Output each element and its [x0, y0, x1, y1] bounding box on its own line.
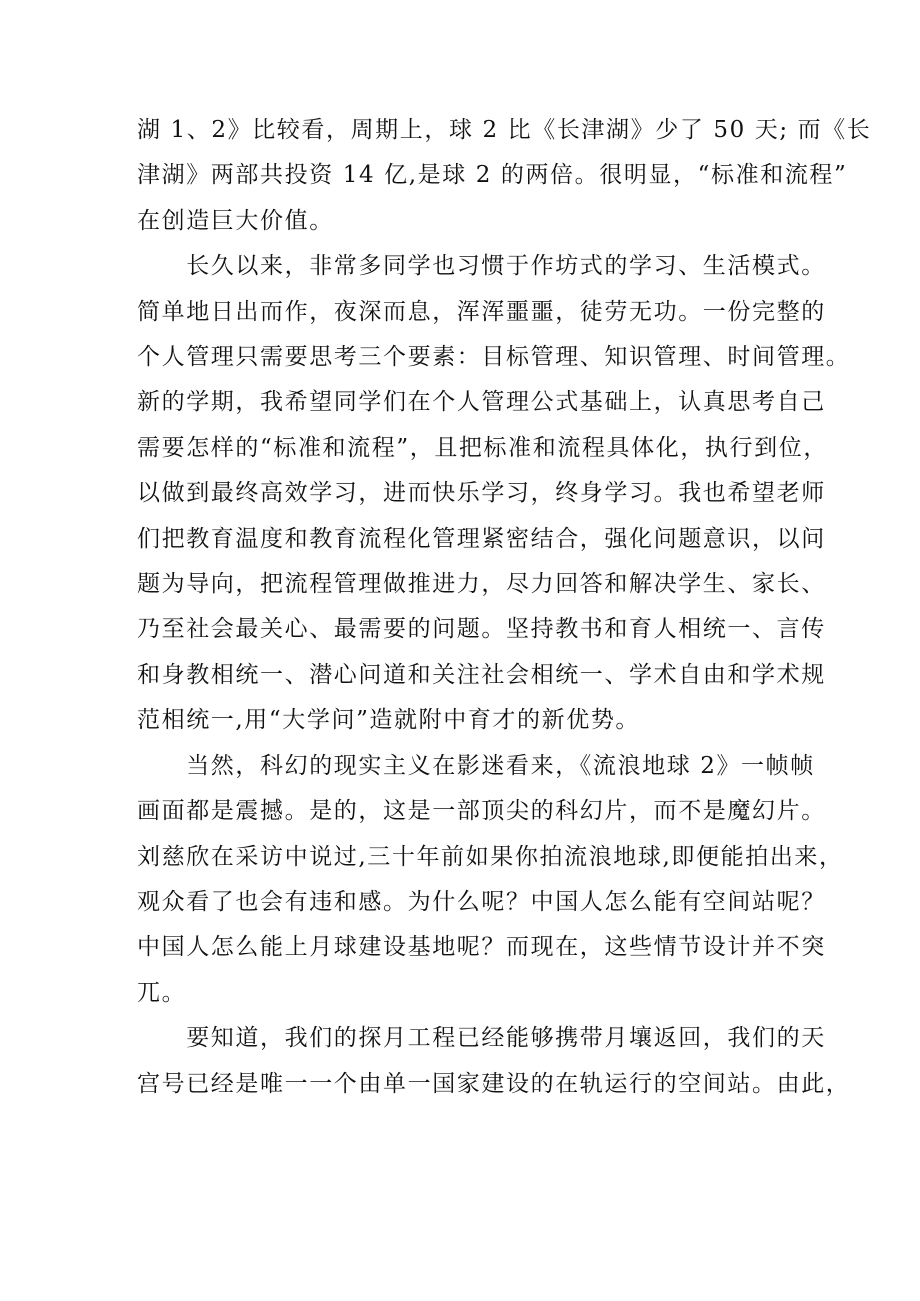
- body-text: [137, 108, 872, 1107]
- text-line: 画面都是震撼。是的，这是一部顶尖的科幻片，而不是魔幻片。: [137, 798, 826, 825]
- text-line: 需要怎样的“标准和流程”，且把标准和流程具体化，执行到位，: [137, 434, 828, 461]
- text-line: 以做到最终高效学习，进而快乐学习，终身学习。我也希望老师: [137, 480, 826, 507]
- text-line: 题为导向，把流程管理做推进力，尽力回答和解决学生、家长、: [137, 571, 826, 598]
- text-line: 湖 1、2》比较看，周期上，球 2 比《长津湖》少了 50 天; 而《长: [137, 117, 872, 143]
- text-line: 兀。: [137, 979, 187, 1006]
- paragraph-2: [137, 244, 851, 743]
- text-line: 在创造巨大价值。: [137, 207, 334, 234]
- text-line: 们把教育温度和教育流程化管理紧密结合，强化问题意识，以问: [137, 525, 826, 552]
- text-line: 津湖》两部共投资 14 亿,是球 2 的两倍。很明显，“标准和流程”: [137, 162, 848, 189]
- text-line: 中国人怎么能上月球建设基地呢？而现在，这些情节设计并不突: [137, 934, 826, 961]
- text-line: 宫号已经是唯一一个由单一国家建设的在轨运行的空间站。由此，: [137, 1070, 851, 1097]
- text-line: 观众看了也会有违和感。为什么呢？中国人怎么能有空间站呢？: [137, 888, 826, 915]
- text-line: 个人管理只需要思考三个要素：目标管理、知识管理、时间管理。: [137, 344, 851, 371]
- paragraph-4: [137, 1016, 851, 1107]
- text-line: 当然，科幻的现实主义在影迷看来，《流浪地球 2》一帧帧: [137, 752, 815, 779]
- text-line: 和身教相统一、潜心问道和关注社会相统一、学术自由和学术规: [137, 661, 826, 688]
- text-line: 刘慈欣在采访中说过,三十年前如果你拍流浪地球,即便能拍出来，: [137, 843, 844, 870]
- text-line: 乃至社会最关心、最需要的问题。坚持教书和育人相统一、言传: [137, 616, 826, 643]
- paragraph-1: [137, 108, 872, 244]
- text-line: 新的学期，我希望同学们在个人管理公式基础上，认真思考自己: [137, 389, 826, 416]
- text-line: 长久以来，非常多同学也习惯于作坊式的学习、生活模式。: [137, 253, 826, 280]
- paragraph-3: [137, 744, 844, 1016]
- text-line: 简单地日出而作，夜深而息，浑浑噩噩，徒劳无功。一份完整的: [137, 298, 826, 325]
- text-line: 要知道，我们的探月工程已经能够携带月壤返回，我们的天: [137, 1025, 826, 1052]
- text-line: 范相统一,用“大学问”造就附中育才的新优势。: [137, 707, 641, 734]
